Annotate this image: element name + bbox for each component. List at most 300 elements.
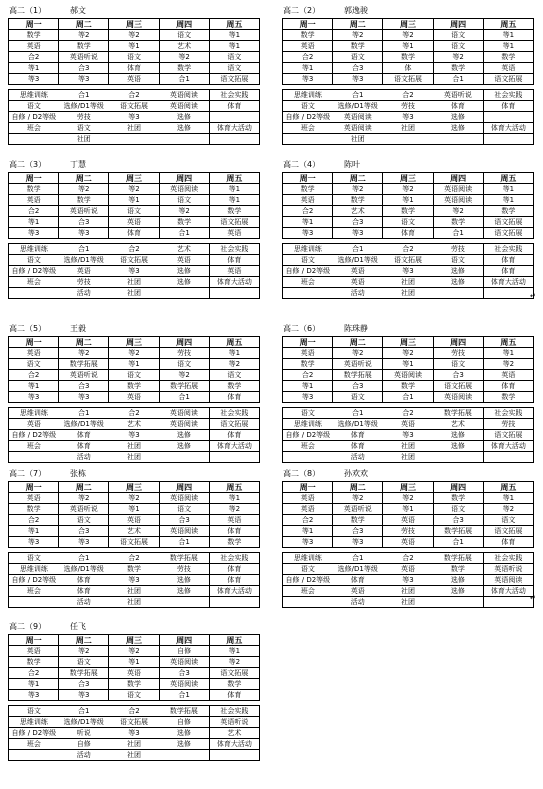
period-cell: 等2 xyxy=(59,184,109,195)
period-cell: 等3 xyxy=(9,228,59,239)
period-cell: 合1 xyxy=(59,244,109,255)
period-row xyxy=(9,668,260,679)
period-row xyxy=(9,370,260,381)
day-header: 周四 xyxy=(433,482,483,493)
period-cell: 班会 xyxy=(283,586,333,597)
period-cell: 英语 xyxy=(9,41,59,52)
period-cell: 社会实践 xyxy=(483,244,533,255)
period-cell xyxy=(283,452,333,463)
period-cell: 英语阅读 xyxy=(483,575,533,586)
period-cell: 合2 xyxy=(109,553,159,564)
period-cell: 艺术 xyxy=(433,419,483,430)
period-cell: 英语 xyxy=(383,515,433,526)
period-cell: 语文 xyxy=(9,101,59,112)
period-cell: 自修 / D2等级 xyxy=(9,575,59,586)
period-cell: 思维训练 xyxy=(283,90,333,101)
period-cell: 自修 / D2等级 xyxy=(9,266,59,277)
period-cell: 等1 xyxy=(9,679,59,690)
period-cell: 语文 xyxy=(59,657,109,668)
afternoon-table xyxy=(282,243,534,299)
period-cell: 英语 xyxy=(109,217,159,228)
period-cell: 英语听说 xyxy=(59,52,109,63)
period-cell: 体育 xyxy=(209,526,259,537)
period-cell: 合1 xyxy=(159,74,209,85)
period-cell: 劳技 xyxy=(433,244,483,255)
period-cell: 语文 xyxy=(283,101,333,112)
period-cell: 英语 xyxy=(283,493,333,504)
period-cell: 语文 xyxy=(59,515,109,526)
period-cell: 社团 xyxy=(383,441,433,452)
day-header: 周五 xyxy=(209,173,259,184)
day-header: 周一 xyxy=(9,173,59,184)
period-cell: 体育 xyxy=(333,430,383,441)
period-cell: 劳技 xyxy=(59,277,109,288)
period-cell: 等2 xyxy=(59,30,109,41)
period-cell: 语文 xyxy=(433,359,483,370)
period-cell: 语文 xyxy=(109,370,159,381)
period-cell: 社团 xyxy=(383,597,433,608)
period-cell: 社团 xyxy=(109,739,159,750)
morning-table xyxy=(8,18,260,85)
period-cell: 英语 xyxy=(9,493,59,504)
period-cell: 语文 xyxy=(333,52,383,63)
period-cell: 体育大活动 xyxy=(209,739,259,750)
period-cell: 语文拓展 xyxy=(383,74,433,85)
period-cell xyxy=(483,288,533,299)
period-row xyxy=(283,408,534,419)
period-cell: 英语 xyxy=(159,255,209,266)
period-row xyxy=(9,52,260,63)
period-cell: 语文 xyxy=(283,408,333,419)
class-name: 高二（3） xyxy=(9,160,47,169)
period-cell: 语文拓展 xyxy=(433,381,483,392)
class-name: 高二（9） xyxy=(9,622,47,631)
period-cell: 英语阅读 xyxy=(159,101,209,112)
period-cell: 社团 xyxy=(109,586,159,597)
period-cell: 数学 xyxy=(333,41,383,52)
period-cell: 等2 xyxy=(383,184,433,195)
period-cell xyxy=(9,134,59,145)
period-cell xyxy=(209,597,259,608)
period-cell: 体育大活动 xyxy=(483,441,533,452)
period-cell: 合1 xyxy=(159,537,209,548)
period-cell: 合1 xyxy=(433,74,483,85)
period-row xyxy=(9,526,260,537)
period-cell: 体育 xyxy=(483,101,533,112)
period-cell: 体育 xyxy=(333,441,383,452)
period-cell: 选修/D1等级 xyxy=(333,101,383,112)
period-cell: 等2 xyxy=(383,493,433,504)
period-cell: 劳技 xyxy=(59,112,109,123)
period-cell: 数学 xyxy=(383,206,433,217)
period-cell: 英语听说 xyxy=(59,206,109,217)
period-cell: 班会 xyxy=(9,586,59,597)
period-cell: 等2 xyxy=(383,348,433,359)
day-header: 周三 xyxy=(383,19,433,30)
period-cell: 数学 xyxy=(433,493,483,504)
period-cell: 合3 xyxy=(159,668,209,679)
period-cell: 等2 xyxy=(333,348,383,359)
period-cell: 体育 xyxy=(209,392,259,403)
period-cell: 数学 xyxy=(209,679,259,690)
period-cell: 合1 xyxy=(383,392,433,403)
period-row xyxy=(283,41,534,52)
period-cell: 英语 xyxy=(283,195,333,206)
period-row xyxy=(9,90,260,101)
period-cell: 选修 xyxy=(159,586,209,597)
day-header: 周二 xyxy=(59,173,109,184)
period-row xyxy=(9,41,260,52)
day-header-row xyxy=(9,173,260,184)
period-cell xyxy=(483,134,533,145)
period-cell: 等1 xyxy=(209,184,259,195)
period-row xyxy=(283,441,534,452)
period-cell: 英语 xyxy=(209,266,259,277)
morning-table xyxy=(282,481,534,548)
period-cell: 选修 xyxy=(159,266,209,277)
afternoon-table xyxy=(8,407,260,463)
period-cell: 语文 xyxy=(159,195,209,206)
period-cell: 数学 xyxy=(9,30,59,41)
day-header: 周五 xyxy=(209,482,259,493)
period-cell: 选修 xyxy=(433,430,483,441)
teacher-name: 陈珠静 xyxy=(344,324,368,333)
period-cell: 等1 xyxy=(283,63,333,74)
period-cell: 体育 xyxy=(383,228,433,239)
day-header: 周三 xyxy=(383,482,433,493)
period-row xyxy=(283,266,534,277)
period-cell: 合2 xyxy=(109,244,159,255)
period-cell: 合1 xyxy=(433,228,483,239)
period-cell xyxy=(483,452,533,463)
period-cell: 合2 xyxy=(283,370,333,381)
period-cell: 等2 xyxy=(159,206,209,217)
period-cell: 等2 xyxy=(333,493,383,504)
period-cell: 体育 xyxy=(59,441,109,452)
period-cell: 社会实践 xyxy=(483,90,533,101)
period-cell: 语文 xyxy=(433,30,483,41)
period-cell: 社会实践 xyxy=(209,90,259,101)
period-cell: 社团 xyxy=(109,277,159,288)
period-cell: 合1 xyxy=(59,408,109,419)
period-cell: 自修 xyxy=(159,646,209,657)
period-row xyxy=(283,184,534,195)
period-row xyxy=(283,244,534,255)
period-cell: 活动 xyxy=(59,750,109,761)
period-cell: 合3 xyxy=(59,217,109,228)
period-cell: 合2 xyxy=(9,515,59,526)
teacher-name: 郭逸骏 xyxy=(344,6,368,15)
period-row xyxy=(9,348,260,359)
period-row xyxy=(283,206,534,217)
period-cell: 合1 xyxy=(59,553,109,564)
period-cell: 英语 xyxy=(9,195,59,206)
period-cell: 英语 xyxy=(283,348,333,359)
period-cell: 选修 xyxy=(433,266,483,277)
period-cell: 语文拓展 xyxy=(209,419,259,430)
period-cell: 英语 xyxy=(109,392,159,403)
period-cell: 英语听说 xyxy=(59,370,109,381)
period-row xyxy=(9,717,260,728)
period-cell xyxy=(9,288,59,299)
period-cell: 等1 xyxy=(483,493,533,504)
period-cell: 等1 xyxy=(109,195,159,206)
period-cell: 等1 xyxy=(109,359,159,370)
period-cell: 英语听说 xyxy=(483,564,533,575)
period-row xyxy=(9,553,260,564)
period-row xyxy=(283,217,534,228)
period-row xyxy=(283,90,534,101)
period-cell: 体育 xyxy=(333,575,383,586)
period-row xyxy=(9,255,260,266)
period-cell xyxy=(9,597,59,608)
period-cell: 等3 xyxy=(283,537,333,548)
period-cell: 等1 xyxy=(9,217,59,228)
period-row xyxy=(9,217,260,228)
period-cell: 语文 xyxy=(209,52,259,63)
period-row xyxy=(283,123,534,134)
class-header xyxy=(282,467,534,481)
day-header: 周四 xyxy=(159,337,209,348)
period-cell: 英语阅读 xyxy=(433,184,483,195)
period-cell xyxy=(433,452,483,463)
period-cell: 选修 xyxy=(159,430,209,441)
period-cell: 等1 xyxy=(209,41,259,52)
period-cell: 数学 xyxy=(109,564,159,575)
period-cell: 等3 xyxy=(59,392,109,403)
period-cell: 体育大活动 xyxy=(483,123,533,134)
period-cell: 选修 xyxy=(159,739,209,750)
period-cell: 活动 xyxy=(333,452,383,463)
period-cell: 语文拓展 xyxy=(483,526,533,537)
period-cell: 英语 xyxy=(109,515,159,526)
period-cell: 劳技 xyxy=(383,526,433,537)
period-cell: 社会实践 xyxy=(483,553,533,564)
period-cell: 数学 xyxy=(209,381,259,392)
period-cell: 选修 xyxy=(433,277,483,288)
period-row xyxy=(9,228,260,239)
period-cell: 选修/D1等级 xyxy=(59,255,109,266)
period-cell: 等1 xyxy=(383,504,433,515)
period-cell: 合3 xyxy=(59,381,109,392)
period-cell: 语文 xyxy=(9,553,59,564)
period-cell: 语文 xyxy=(109,690,159,701)
period-cell: 合3 xyxy=(333,381,383,392)
period-cell: 体育 xyxy=(109,228,159,239)
period-row xyxy=(283,134,534,145)
period-cell: 艺术 xyxy=(109,526,159,537)
period-cell: 语文拓展 xyxy=(109,255,159,266)
period-cell: 英语听说 xyxy=(433,90,483,101)
period-cell: 合2 xyxy=(283,515,333,526)
period-cell xyxy=(283,134,333,145)
period-cell: 等2 xyxy=(209,504,259,515)
period-cell: 等3 xyxy=(9,690,59,701)
period-cell: 选修/D1等级 xyxy=(59,564,109,575)
period-cell: 英语 xyxy=(283,41,333,52)
period-row xyxy=(283,370,534,381)
teacher-name: 张栋 xyxy=(70,469,86,478)
day-header: 周四 xyxy=(159,173,209,184)
period-cell: 数学 xyxy=(9,184,59,195)
period-cell: 等3 xyxy=(283,392,333,403)
period-cell: 等2 xyxy=(109,348,159,359)
period-cell: 等2 xyxy=(483,359,533,370)
period-cell: 英语 xyxy=(9,646,59,657)
period-cell: 等3 xyxy=(333,537,383,548)
day-header: 周一 xyxy=(283,173,333,184)
class-header xyxy=(282,158,534,172)
period-cell xyxy=(209,750,259,761)
period-row xyxy=(9,123,260,134)
period-cell: 合3 xyxy=(159,515,209,526)
class-name: 高二（8） xyxy=(283,469,321,478)
period-cell: 活动 xyxy=(59,597,109,608)
period-cell: 合3 xyxy=(333,217,383,228)
period-cell: 等3 xyxy=(109,430,159,441)
day-header: 周五 xyxy=(209,635,259,646)
period-cell: 数学 xyxy=(209,537,259,548)
teacher-name: 孙欢欢 xyxy=(344,469,368,478)
period-row xyxy=(283,381,534,392)
period-cell: 英语阅读 xyxy=(333,112,383,123)
period-cell: 英语阅读 xyxy=(159,408,209,419)
period-cell: 等1 xyxy=(209,195,259,206)
period-row xyxy=(9,359,260,370)
period-row xyxy=(9,277,260,288)
period-cell: 合1 xyxy=(59,706,109,717)
period-cell: 等2 xyxy=(383,30,433,41)
period-cell: 英语 xyxy=(333,277,383,288)
period-cell: 等2 xyxy=(109,646,159,657)
period-row xyxy=(283,515,534,526)
period-cell xyxy=(483,597,533,608)
period-row xyxy=(283,430,534,441)
period-cell: 等3 xyxy=(283,228,333,239)
period-row xyxy=(9,408,260,419)
day-header-row xyxy=(283,19,534,30)
period-row xyxy=(283,52,534,63)
period-cell: 语文 xyxy=(109,206,159,217)
period-row xyxy=(283,586,534,597)
period-cell: 选修 xyxy=(159,575,209,586)
period-cell xyxy=(209,134,259,145)
period-row xyxy=(283,228,534,239)
period-row xyxy=(9,419,260,430)
period-cell: 社团 xyxy=(109,441,159,452)
period-cell: 等2 xyxy=(109,184,159,195)
day-header: 周一 xyxy=(283,19,333,30)
period-cell: 等3 xyxy=(383,575,433,586)
period-cell: 英语 xyxy=(109,74,159,85)
period-cell: 数学拓展 xyxy=(433,526,483,537)
day-header: 周二 xyxy=(333,173,383,184)
period-cell: 社团 xyxy=(109,288,159,299)
afternoon-table xyxy=(282,89,534,145)
period-row xyxy=(283,392,534,403)
period-cell: 社团 xyxy=(383,586,433,597)
period-cell: 英语 xyxy=(59,266,109,277)
period-cell: 社会实践 xyxy=(209,408,259,419)
period-cell: 等1 xyxy=(209,493,259,504)
period-row xyxy=(9,679,260,690)
day-header: 周四 xyxy=(159,482,209,493)
period-cell: 体育 xyxy=(59,430,109,441)
period-cell: 思维训练 xyxy=(283,419,333,430)
period-cell: 合3 xyxy=(333,526,383,537)
period-cell: 合2 xyxy=(283,52,333,63)
afternoon-table xyxy=(8,552,260,608)
period-cell: 合2 xyxy=(9,668,59,679)
period-cell: 活动 xyxy=(333,597,383,608)
period-cell: 语文 xyxy=(383,217,433,228)
period-cell: 英语 xyxy=(283,504,333,515)
period-cell: 班会 xyxy=(283,123,333,134)
period-cell: 语文拓展 xyxy=(483,430,533,441)
period-cell: 等1 xyxy=(209,348,259,359)
period-row xyxy=(283,112,534,123)
afternoon-table xyxy=(8,243,260,299)
period-cell: 等1 xyxy=(9,526,59,537)
period-cell: 等1 xyxy=(483,41,533,52)
period-cell: 语文 xyxy=(433,504,483,515)
period-cell: 语文拓展 xyxy=(209,217,259,228)
day-header: 周五 xyxy=(209,19,259,30)
period-row xyxy=(9,381,260,392)
day-header: 周一 xyxy=(9,482,59,493)
period-cell: 等2 xyxy=(109,30,159,41)
period-cell: 等1 xyxy=(9,63,59,74)
period-cell: 体 xyxy=(383,63,433,74)
day-header-row xyxy=(9,635,260,646)
period-cell: 语文拓展 xyxy=(483,74,533,85)
period-cell: 体育大活动 xyxy=(209,441,259,452)
period-cell: 英语 xyxy=(483,63,533,74)
period-cell: 合2 xyxy=(109,90,159,101)
period-cell: 数学拓展 xyxy=(159,381,209,392)
period-cell: 语文 xyxy=(209,63,259,74)
day-header: 周三 xyxy=(109,19,159,30)
period-cell: 英语阅读 xyxy=(159,526,209,537)
period-cell: 体育大活动 xyxy=(483,277,533,288)
period-row xyxy=(9,493,260,504)
period-cell: 等2 xyxy=(59,348,109,359)
period-cell: 语文 xyxy=(433,41,483,52)
period-row xyxy=(9,441,260,452)
period-cell: 体育 xyxy=(209,564,259,575)
period-row xyxy=(9,586,260,597)
period-row xyxy=(9,266,260,277)
period-cell: 语文 xyxy=(283,564,333,575)
period-row xyxy=(283,504,534,515)
period-cell: 等3 xyxy=(59,537,109,548)
period-cell: 英语 xyxy=(483,370,533,381)
period-row xyxy=(9,392,260,403)
period-cell xyxy=(383,134,433,145)
period-cell: 社团 xyxy=(333,134,383,145)
period-cell: 等3 xyxy=(109,728,159,739)
period-row xyxy=(9,63,260,74)
period-cell: 英语阅读 xyxy=(159,184,209,195)
period-row xyxy=(9,750,260,761)
day-header-row xyxy=(283,482,534,493)
period-cell: 社团 xyxy=(383,123,433,134)
period-cell: 等3 xyxy=(283,74,333,85)
period-row xyxy=(283,277,534,288)
day-header-row xyxy=(9,482,260,493)
period-cell: 活动 xyxy=(59,452,109,463)
class-name: 高二（1） xyxy=(9,6,47,15)
